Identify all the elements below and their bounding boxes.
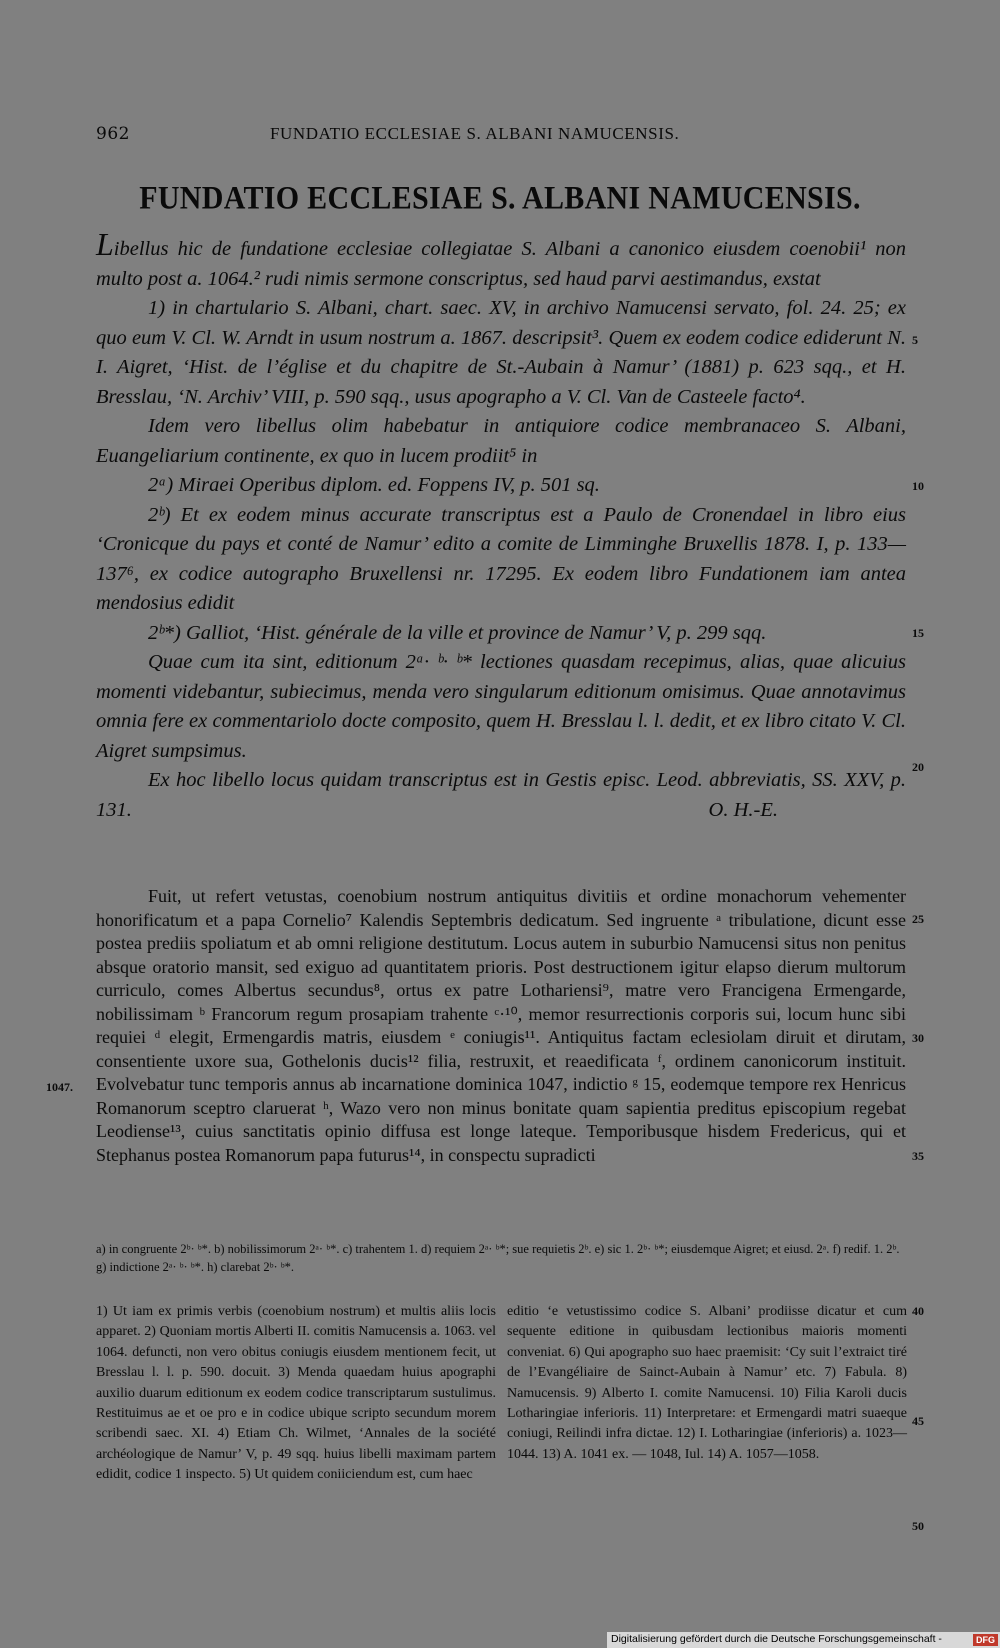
- intro-paragraph-4: 2ᵃ) Miraei Operibus diplom. ed. Foppens IV, p. 501 sq.: [148, 474, 600, 496]
- digitization-footer: [607, 1632, 1000, 1648]
- running-head: [0, 124, 1000, 146]
- introduction: [96, 226, 906, 825]
- line-number-15: 15: [912, 626, 924, 640]
- line-number-45: 45: [912, 1414, 924, 1428]
- editor-signature: O. H.-E.: [708, 798, 778, 821]
- main-text: [96, 885, 906, 1167]
- intro-paragraph-6: 2ᵇ*) Galliot, ‘Hist. générale de la ville et province de Namur’ V, p. 299 sqq.: [148, 621, 767, 644]
- main-paragraph: Fuit, ut refert vetustas, coenobium nostrum antiquitus divitiis et ordine monachorum vehementer honorificatum et a papa Cornelio⁷ Kalendis Septembris dedicatum. Sed ingruente ᵃ tribulatione, dicunt esse postea prediis spoliatum et ab omni religione destitutum. Locus autem in suburbio Namucensi situs non penitus absque oratorio mansit, sed exiguo ad quantitatem prioris. Post destructionem igitur elapso dierum multorum curriculo, comes Albertus secundus⁸, ortus ex patre Lothariensi⁹, matre vero Francigena Ermengarde, nobilissimam ᵇ Francorum regum prosapiam trahente ᶜ·¹⁰, memor resurrectionis corporis sui, locum hunc sibi requiei ᵈ elegit, Ermengardis matris, eiusdem ᵉ coniugis¹¹. Antiquitus factam eclesiolam diruit et dirutam, consentiente uxore sua, Gothelonis ducis¹² filia, restruxit, et reaedificata ᶠ, ordinem canonicorum instituit. Evolvebatur tunc temporis annus ab incarnatione dominica 1047, indictio ᵍ 15, eodemque tempore rex Henricus Romanorum sceptro claruerat ʰ, Wazo vero non minus bonitate quam sapientia preditus episcopium regebat Leodiense¹³, cuius sanctitatis opinio diffusa est longe lateque. Temporibusque hisdem Fredericus, qui et Stephanus postea Romanorum papa futurus¹⁴, in conspectu supradicti: [96, 886, 906, 1165]
- dfg-logo: DFG: [973, 1634, 998, 1646]
- critical-notes: a) in congruente 2ᵇ· ᵇ*. b) nobilissimorum 2ᵃ· ᵇ*. c) trahentem 1. d) requiem 2ᵃ· ᵇ*; sue requietis 2ᵇ. e) sic 1. 2ᵇ· ᵇ*; eiusdemque Aigret; et eiusd. 2ᵃ. f) redif. 1. 2ᵇ. g) indictione 2ᵃ· ᵇ· ᵇ*. h) clarebat 2ᵇ· ᵇ*.: [96, 1242, 900, 1274]
- line-number-35: 35: [912, 1149, 924, 1163]
- intro-paragraph-3: Idem vero libellus olim habebatur in antiquiore codice membranaceo S. Albani, Euangeliarium continente, ex quo in lucem prodiit⁵ in: [96, 415, 906, 467]
- line-number-25: 25: [912, 912, 924, 926]
- main-title: FUNDATIO ECCLESIAE S. ALBANI NAMUCENSIS.: [139, 180, 861, 217]
- margin-year: 1047.: [46, 1080, 73, 1094]
- line-number-40: 40: [912, 1304, 924, 1318]
- intro-paragraph-5: 2ᵇ) Et ex eodem minus accurate transcriptus est a Paulo de Cronendael in libro eius ‘Cronicque du pays et conté de Namur’ edito a comite de Limminghe Bruxellis 1878. I, p. 133—137⁶, ex codice autographo Bruxellensi nr. 17295. Ex eodem libro Fundationem iam antea mendosius edidit: [96, 503, 906, 614]
- page-number: 962: [96, 124, 130, 144]
- line-number-30: 30: [912, 1031, 924, 1045]
- line-number-5: 5: [912, 333, 918, 347]
- footnotes-right-column: editio ‘e vetustissimo codice S. Albani’ prodiisse dicatur et cum sequente editione in quibusdam lectionibus maioris momenti conveniat. 6) Qui apographo suo haec praemisit: ‘Cy suit l’extraict tiré de l’Evangéliaire de Sainct-Aubain à Namur’ etc. 7) Fabula. 8) Namucensis. 9) Alberto I. comite Namucensi. 10) Filia Karoli ducis Lotharingiae inferioris. 11) Interpretare: et Ermengardi matri suaeque coniugi, Reilindi infra dictae. 12) I. Lotharingiae (inferioris) a. 1023—1044. 13) A. 1041 ex. — 1048, Iul. 14) A. 1057—1058.: [507, 1304, 907, 1462]
- intro-paragraph-1: Libellus hic de fundatione ecclesiae collegiatae S. Albani a canonico eiusdem coenobii¹ non multo post a. 1064.² rudi nimis sermone conscriptus, sed haud parvi aestimandus, exstat: [96, 226, 906, 290]
- intro-paragraph-7: Quae cum ita sint, editionum 2ᵃ· ᵇ· ᵇ* lectiones quasdam recepimus, alias, quae alicuius momenti videbantur, subiecimus, menda vero singularum editionum omisimus. Quae annotavimus omnia fere ex commentariolo docte composito, quem H. Bresslau l. l. dedit, et ex libro citato V. Cl. Aigret sumpsimus.: [96, 651, 906, 762]
- line-number-10: 10: [912, 479, 924, 493]
- running-title: FUNDATIO ECCLESIAE S. ALBANI NAMUCENSIS.: [270, 124, 680, 143]
- critical-apparatus: [96, 1240, 908, 1276]
- intro-paragraph-2: 1) in chartulario S. Albani, chart. saec. XV, in archivo Namucensi servato, fol. 24. 25; ex quo eum V. Cl. W. Arndt in usum nostrum a. 1867. descripsit³. Quem ex eodem codice ediderunt N. I. Aigret, ‘Hist. de l’église et du chapitre de St.-Aubain à Namur’ (1881) p. 623 sqq., et H. Bresslau, ‘N. Archiv’ VIII, p. 590 sqq., usus apographo a V. Cl. Van de Casteele facto⁴.: [96, 297, 906, 408]
- intro-paragraph-8: Ex hoc libello locus quidam transcriptus est in Gestis episc. Leod. abbreviatis, SS. XXV, p. 131. O. H.-E.: [96, 766, 906, 825]
- line-number-50: 50: [912, 1519, 924, 1533]
- line-number-20: 20: [912, 760, 924, 774]
- initial-letter: L: [96, 226, 114, 262]
- footnotes-left-column: 1) Ut iam ex primis verbis (coenobium nostrum) et multis aliis locis apparet. 2) Quoniam mortis Alberti II. comitis Namucensis a. 1063. vel 1064. defuncti, non vero obitus coniugis eiusdem mentionem fecit, ut Bresslau l. l. p. 590. docuit. 3) Menda quaedam huius apographi auxilio duarum editionum ex eodem codice transcriptarum sustulimus. Restituimus ae et oe pro e in codice ubique scripto secundum morem scribendi saec. XI. 4) Etiam Ch. Wilmet, ‘Annales de la société archéologique de Namur’ V, p. 49 sqq. huius libelli maximam partem edidit, codice 1 inspecto. 5) Ut quidem coniiciendum est, cum haec: [96, 1304, 496, 1483]
- footer-text: Digitalisierung gefördert durch die Deutsche Forschungsgemeinschaft -: [611, 1633, 942, 1645]
